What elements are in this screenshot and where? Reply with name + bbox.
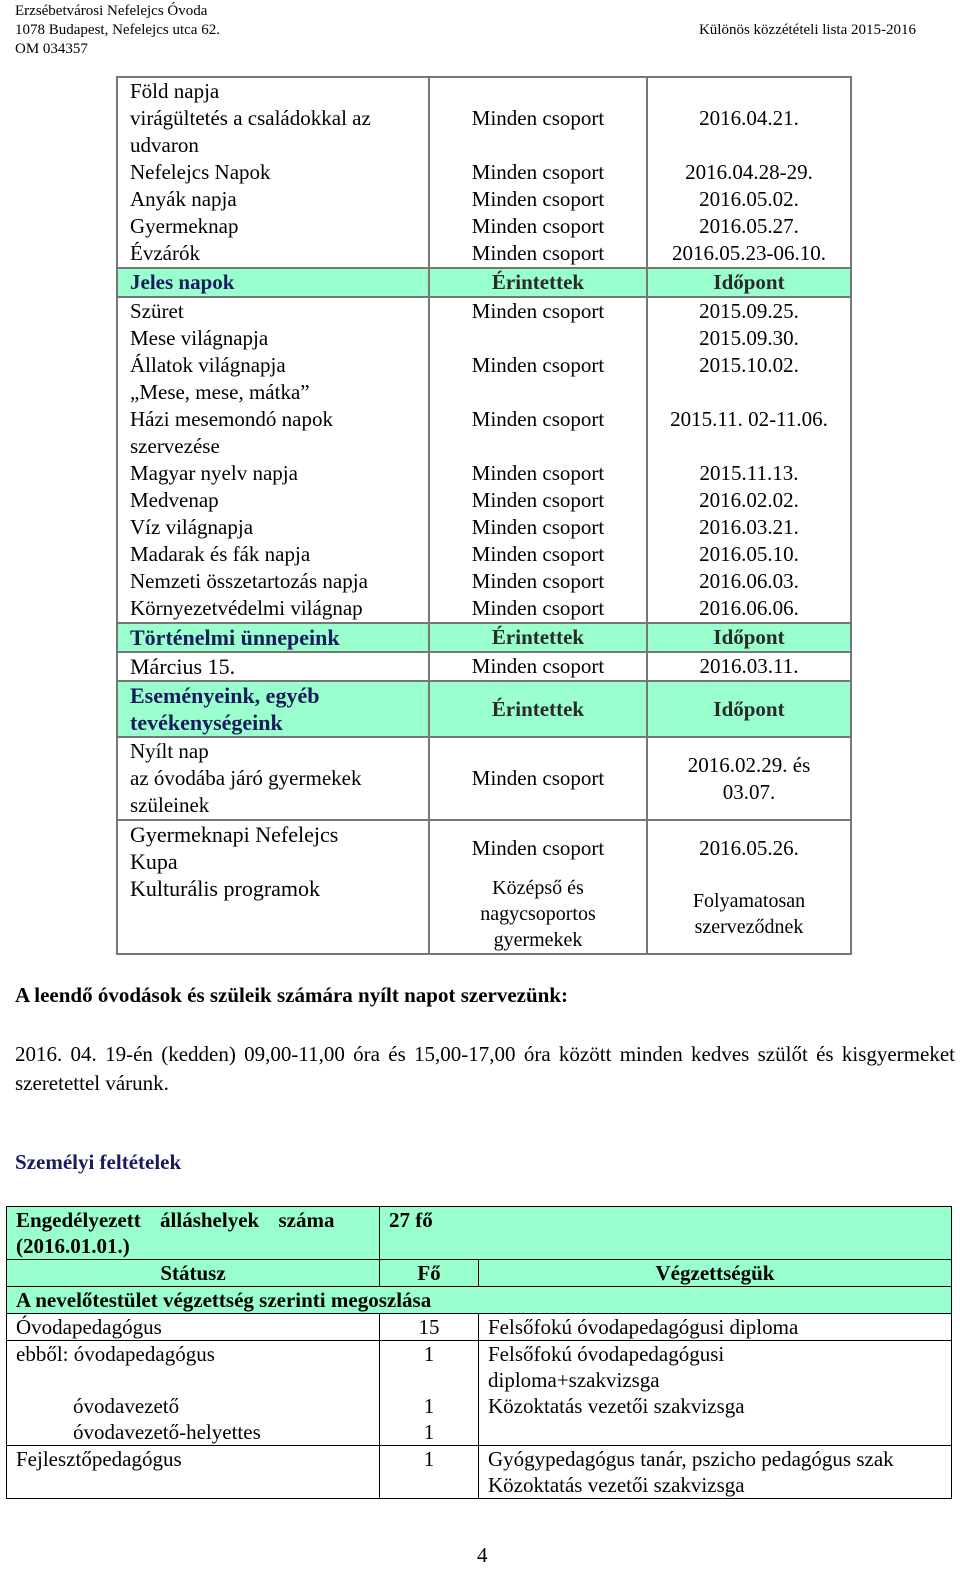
event-date: 2016.02.02. (647, 487, 851, 514)
event-group: Minden csoport (429, 460, 647, 487)
staff-table (6, 1206, 952, 1499)
event-date: 2016.03.21. (647, 514, 851, 541)
table-row (117, 737, 851, 820)
event-group: Minden csoport (429, 487, 647, 514)
event-name: Magyar nyelv napja (117, 460, 429, 487)
org-address: 1078 Budapest, Nefelejcs utca 62. (15, 22, 220, 38)
event-date: 2016.05.27. (647, 213, 851, 240)
event-date: 2016.05.10. (647, 541, 851, 568)
event-name: Környezetvédelmi világnap (117, 595, 429, 623)
column-header: Fő (380, 1260, 479, 1287)
event-date: 2016.04.21. (647, 77, 851, 159)
staff-count: 1 1 1 (380, 1341, 479, 1446)
event-date: 2015.09.30. (647, 325, 851, 352)
event-group: Minden csoport (429, 652, 647, 681)
column-header: Időpont (647, 681, 851, 737)
section-title: Történelmi ünnepeink (117, 623, 429, 652)
staff-degree: Felsőfokú óvodapedagógusi diploma+szakvizsga Közoktatás vezetői szakvizsga (479, 1341, 952, 1446)
event-name: Nyílt nap az óvodába járó gyermekek szüleinek (117, 737, 429, 820)
event-name: Anyák napja (117, 186, 429, 213)
event-group: Minden csoport (429, 541, 647, 568)
event-name: Nemzeti összetartozás napja (117, 568, 429, 595)
table-row (117, 487, 851, 514)
open-day-text: 2016. 04. 19-én (kedden) 09,00-11,00 óra és 15,00-17,00 óra között minden kedves szülőt és kisgyermeket szeretettel várunk. (15, 1042, 955, 1095)
column-header: Végzettségük (479, 1260, 952, 1287)
event-name: Medvenap (117, 487, 429, 514)
table-row (117, 875, 851, 954)
events-table (116, 76, 852, 955)
event-group: Minden csoport (429, 77, 647, 159)
staff-status: Óvodapedagógus (7, 1314, 380, 1341)
event-name: Évzárók (117, 240, 429, 268)
column-header: Érintettek (429, 623, 647, 652)
table-row (117, 297, 851, 325)
event-group: Minden csoport (429, 568, 647, 595)
column-header: Időpont (647, 268, 851, 297)
section-header-row (117, 623, 851, 652)
document-title: Különös közzétételi lista 2015-2016 (698, 22, 916, 38)
event-date: 2015.11.13. (647, 460, 851, 487)
event-group: Minden csoport (429, 297, 647, 325)
event-date: 2016.03.11. (647, 652, 851, 681)
event-name: Föld napja virágültetés a családokkal az udvaron (117, 77, 429, 159)
event-name: Március 15. (117, 652, 429, 681)
table-row (7, 1207, 952, 1260)
event-date: 2015.11. 02-11.06. (647, 379, 851, 460)
table-row (117, 325, 851, 352)
staff-section-label: A nevelőtestület végzettség szerinti megoszlása (7, 1287, 952, 1314)
org-om-id: OM 034357 (15, 41, 88, 57)
event-name: Madarak és fák napja (117, 541, 429, 568)
column-header: Érintettek (429, 681, 647, 737)
page-number: 4 (477, 1543, 488, 1567)
event-name: Gyermeknapi Nefelejcs Kupa (117, 820, 429, 875)
event-group: Minden csoport (429, 820, 647, 875)
column-header: Státusz (7, 1260, 380, 1287)
event-date: 2015.09.25. (647, 297, 851, 325)
event-date: Folyamatosan szerveződnek (647, 875, 851, 954)
table-row (117, 820, 851, 875)
event-group: Minden csoport (429, 514, 647, 541)
table-row (7, 1341, 952, 1446)
open-day-title: A leendő óvodások és szüleik számára nyílt napot szervezünk: (15, 983, 569, 1007)
approved-positions-label: Engedélyezett álláshelyek száma (2016.01.01.) (7, 1207, 380, 1260)
section-header-row (117, 681, 851, 737)
event-date: 2016.05.02. (647, 186, 851, 213)
table-row (117, 595, 851, 623)
event-group: Minden csoport (429, 595, 647, 623)
table-header-row (7, 1260, 952, 1287)
table-row (117, 379, 851, 460)
section-title: Jeles napok (117, 268, 429, 297)
event-name: Gyermeknap (117, 213, 429, 240)
event-name: Víz világnapja (117, 514, 429, 541)
table-row (117, 460, 851, 487)
staff-degree: Gyógypedagógus tanár, pszicho pedagógus szak Közoktatás vezetői szakvizsga (479, 1446, 952, 1499)
section-title: Eseményeink, egyéb tevékenységeink (117, 681, 429, 737)
event-group: Minden csoport (429, 737, 647, 820)
event-date: 2015.10.02. (647, 352, 851, 379)
header-org-block (15, 2, 220, 59)
staff-section-title: Személyi feltételek (15, 1150, 182, 1174)
event-group: Minden csoport (429, 213, 647, 240)
table-row (7, 1446, 952, 1499)
event-date: 2016.06.03. (647, 568, 851, 595)
event-name: „Mese, mese, mátka” Házi mesemondó napok szervezése (117, 379, 429, 460)
staff-count: 1 (380, 1446, 479, 1499)
event-group: Középső és nagycsoportos gyermekek (429, 875, 647, 954)
event-name: Kulturális programok (117, 875, 429, 954)
staff-count: 15 (380, 1314, 479, 1341)
table-row (117, 213, 851, 240)
section-header-row (117, 268, 851, 297)
event-name: Állatok világnapja (117, 352, 429, 379)
event-date: 2016.04.28-29. (647, 159, 851, 186)
table-row (117, 186, 851, 213)
event-date: 2016.05.23-06.10. (647, 240, 851, 268)
table-row (117, 514, 851, 541)
staff-degree: Felsőfokú óvodapedagógusi diploma (479, 1314, 952, 1341)
event-group: Minden csoport (429, 352, 647, 379)
approved-positions-value: 27 fő (380, 1207, 952, 1260)
staff-status: Fejlesztőpedagógus (7, 1446, 380, 1499)
event-group: Minden csoport (429, 379, 647, 460)
org-name: Erzsébetvárosi Nefelejcs Óvoda (15, 3, 208, 19)
event-name: Szüret (117, 297, 429, 325)
event-group: Minden csoport (429, 240, 647, 268)
column-header: Érintettek (429, 268, 647, 297)
table-row (117, 240, 851, 268)
event-date: 2016.02.29. és 03.07. (647, 737, 851, 820)
event-group (429, 325, 647, 352)
table-row (117, 352, 851, 379)
event-date: 2016.05.26. (647, 820, 851, 875)
event-date: 2016.06.06. (647, 595, 851, 623)
table-row (117, 159, 851, 186)
table-row (7, 1287, 952, 1314)
table-row (117, 568, 851, 595)
event-group: Minden csoport (429, 186, 647, 213)
staff-status: ebből: óvodapedagógus óvodavezető óvodavezető-helyettes (7, 1341, 380, 1446)
table-row (117, 652, 851, 681)
table-row (117, 541, 851, 568)
event-name: Mese világnapja (117, 325, 429, 352)
column-header: Időpont (647, 623, 851, 652)
event-name: Nefelejcs Napok (117, 159, 429, 186)
table-row (7, 1314, 952, 1341)
table-row (117, 77, 851, 159)
event-group: Minden csoport (429, 159, 647, 186)
